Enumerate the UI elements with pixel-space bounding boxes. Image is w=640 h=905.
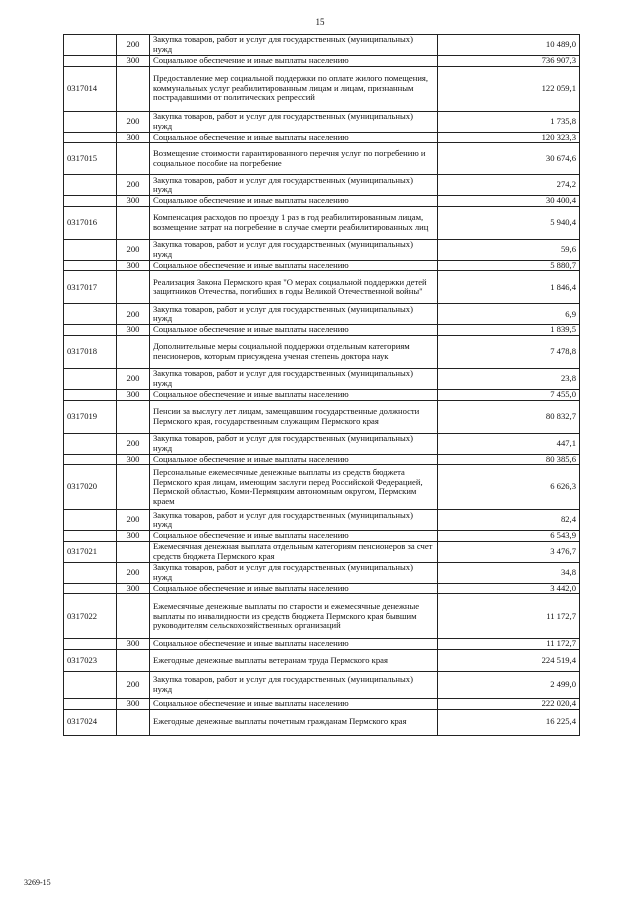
row-amount: 2 499,0 <box>438 671 580 698</box>
row-name: Закупка товаров, работ и услуг для государственных (муниципальных) нужд <box>150 35 438 56</box>
row-expense-type: 300 <box>117 698 150 709</box>
row-expense-type: 200 <box>117 35 150 56</box>
table-row <box>64 175 580 196</box>
row-amount: 59,6 <box>438 239 580 260</box>
row-code <box>64 132 117 143</box>
row-amount: 34,8 <box>438 562 580 583</box>
row-code <box>64 639 117 650</box>
page-number: 15 <box>315 17 325 27</box>
row-expense-type: 200 <box>117 562 150 583</box>
row-name: Закупка товаров, работ и услуг для государственных (муниципальных) нужд <box>150 175 438 196</box>
row-code <box>64 671 117 698</box>
row-code <box>64 35 117 56</box>
row-code: 0317020 <box>64 465 117 510</box>
row-name: Социальное обеспечение и иные выплаты населению <box>150 531 438 542</box>
row-amount: 30 674,6 <box>438 143 580 175</box>
table-row <box>64 271 580 304</box>
row-expense-type: 300 <box>117 454 150 465</box>
table-row <box>64 143 580 175</box>
row-code <box>64 454 117 465</box>
row-name: Закупка товаров, работ и услуг для государственных (муниципальных) нужд <box>150 510 438 531</box>
table-row <box>64 465 580 510</box>
table-row <box>64 400 580 433</box>
row-expense-type: 300 <box>117 531 150 542</box>
row-code <box>64 196 117 207</box>
table-row <box>64 239 580 260</box>
row-name: Социальное обеспечение и иные выплаты населению <box>150 454 438 465</box>
row-code <box>64 583 117 594</box>
table-row <box>64 132 580 143</box>
row-amount: 122 059,1 <box>438 66 580 111</box>
table-body <box>64 35 580 736</box>
row-code: 0317017 <box>64 271 117 304</box>
row-name: Закупка товаров, работ и услуг для государственных (муниципальных) нужд <box>150 433 438 454</box>
row-name: Персональные ежемесячные денежные выплаты из средств бюджета Пермского края лицам, имеющим заслуги перед Российской Федерацией, Пермской областью, Коми-Пермяцким автономным округом, Пермским краем <box>150 465 438 510</box>
row-code: 0317016 <box>64 206 117 239</box>
table-row <box>64 389 580 400</box>
row-name: Ежегодные денежные выплаты почетным гражданам Пермского края <box>150 709 438 735</box>
table-row <box>64 304 580 325</box>
row-name: Предоставление мер социальной поддержки по оплате жилого помещения, коммунальных услуг реабилитированным лицам и лицам, признанным пострадавшими от политических репрессий <box>150 66 438 111</box>
table-row <box>64 260 580 271</box>
row-name: Реализация Закона Пермского края "О мерах социальной поддержки детей защитников Отечества, погибших в годы Великой Отечественной войны" <box>150 271 438 304</box>
table-row <box>64 433 580 454</box>
row-amount: 82,4 <box>438 510 580 531</box>
row-amount: 7 478,8 <box>438 335 580 368</box>
row-name: Ежемесячные денежные выплаты по старости и ежемесячные денежные выплаты по инвалидности из средств бюджета Пермского края бывшим руководителям сельскохозяйственных организаций <box>150 594 438 639</box>
row-name: Социальное обеспечение и иные выплаты населению <box>150 583 438 594</box>
table-row <box>64 111 580 132</box>
row-amount: 3 442,0 <box>438 583 580 594</box>
row-code: 0317024 <box>64 709 117 735</box>
row-code <box>64 325 117 336</box>
row-expense-type <box>117 400 150 433</box>
row-amount: 11 172,7 <box>438 594 580 639</box>
table-row <box>64 709 580 735</box>
row-expense-type: 300 <box>117 639 150 650</box>
row-amount: 5 940,4 <box>438 206 580 239</box>
row-name: Социальное обеспечение и иные выплаты населению <box>150 639 438 650</box>
row-code <box>64 433 117 454</box>
table-row <box>64 56 580 67</box>
row-amount: 6 543,9 <box>438 531 580 542</box>
row-code <box>64 304 117 325</box>
row-code: 0317022 <box>64 594 117 639</box>
row-expense-type <box>117 66 150 111</box>
row-name: Возмещение стоимости гарантированного перечня услуг по погребению и социальное пособие на погребение <box>150 143 438 175</box>
row-code: 0317015 <box>64 143 117 175</box>
row-code <box>64 175 117 196</box>
row-expense-type <box>117 465 150 510</box>
table-row <box>64 698 580 709</box>
row-amount: 1 846,4 <box>438 271 580 304</box>
row-expense-type <box>117 709 150 735</box>
row-name: Дополнительные меры социальной поддержки отдельным категориям пенсионеров, которым присуждена ученая степень доктора наук <box>150 335 438 368</box>
table-row <box>64 35 580 56</box>
table-row <box>64 335 580 368</box>
row-code: 0317021 <box>64 541 117 562</box>
table-row <box>64 531 580 542</box>
row-amount: 222 020,4 <box>438 698 580 709</box>
table-row <box>64 325 580 336</box>
table-row <box>64 454 580 465</box>
row-expense-type: 300 <box>117 583 150 594</box>
row-name: Социальное обеспечение и иные выплаты населению <box>150 132 438 143</box>
row-amount: 1 735,8 <box>438 111 580 132</box>
row-name: Ежегодные денежные выплаты ветеранам труда Пермского края <box>150 649 438 671</box>
table-row <box>64 368 580 389</box>
row-name: Закупка товаров, работ и услуг для государственных (муниципальных) нужд <box>150 671 438 698</box>
row-amount: 224 519,4 <box>438 649 580 671</box>
row-name: Социальное обеспечение и иные выплаты населению <box>150 698 438 709</box>
table-row <box>64 583 580 594</box>
table-row <box>64 206 580 239</box>
row-amount: 1 839,5 <box>438 325 580 336</box>
row-expense-type: 300 <box>117 389 150 400</box>
row-expense-type: 300 <box>117 196 150 207</box>
document-id: 3269-15 <box>24 878 51 887</box>
row-expense-type: 300 <box>117 132 150 143</box>
row-name: Ежемесячная денежная выплата отдельным категориям пенсионеров за счет средств бюджета Пермского края <box>150 541 438 562</box>
row-amount: 80 832,7 <box>438 400 580 433</box>
row-code <box>64 239 117 260</box>
row-code <box>64 698 117 709</box>
row-expense-type: 200 <box>117 175 150 196</box>
row-code: 0317019 <box>64 400 117 433</box>
row-code <box>64 56 117 67</box>
row-expense-type <box>117 594 150 639</box>
row-expense-type: 200 <box>117 239 150 260</box>
row-name: Закупка товаров, работ и услуг для государственных (муниципальных) нужд <box>150 111 438 132</box>
table-row <box>64 562 580 583</box>
row-amount: 80 385,6 <box>438 454 580 465</box>
row-amount: 274,2 <box>438 175 580 196</box>
table-row <box>64 639 580 650</box>
table-row <box>64 196 580 207</box>
row-name: Закупка товаров, работ и услуг для государственных (муниципальных) нужд <box>150 304 438 325</box>
row-name: Закупка товаров, работ и услуг для государственных (муниципальных) нужд <box>150 562 438 583</box>
row-amount: 30 400,4 <box>438 196 580 207</box>
row-code <box>64 111 117 132</box>
row-name: Закупка товаров, работ и услуг для государственных (муниципальных) нужд <box>150 368 438 389</box>
row-expense-type: 200 <box>117 304 150 325</box>
row-code <box>64 510 117 531</box>
row-name: Социальное обеспечение и иные выплаты населению <box>150 196 438 207</box>
row-expense-type: 200 <box>117 111 150 132</box>
row-expense-type <box>117 271 150 304</box>
row-expense-type <box>117 335 150 368</box>
row-code: 0317014 <box>64 66 117 111</box>
row-amount: 6 626,3 <box>438 465 580 510</box>
row-name: Социальное обеспечение и иные выплаты населению <box>150 389 438 400</box>
table-row <box>64 671 580 698</box>
row-name: Пенсии за выслугу лет лицам, замещавшим государственные должности Пермского края, государственным служащим Пермского края <box>150 400 438 433</box>
row-amount: 23,8 <box>438 368 580 389</box>
table-row <box>64 66 580 111</box>
row-amount: 120 323,3 <box>438 132 580 143</box>
row-code: 0317023 <box>64 649 117 671</box>
row-name: Социальное обеспечение и иные выплаты населению <box>150 325 438 336</box>
row-amount: 736 907,3 <box>438 56 580 67</box>
row-expense-type: 200 <box>117 433 150 454</box>
row-name: Закупка товаров, работ и услуг для государственных (муниципальных) нужд <box>150 239 438 260</box>
table-row <box>64 594 580 639</box>
row-amount: 16 225,4 <box>438 709 580 735</box>
row-code <box>64 531 117 542</box>
row-amount: 6,9 <box>438 304 580 325</box>
table-row <box>64 541 580 562</box>
table-row <box>64 510 580 531</box>
row-amount: 3 476,7 <box>438 541 580 562</box>
row-expense-type: 200 <box>117 368 150 389</box>
row-expense-type <box>117 649 150 671</box>
row-expense-type: 200 <box>117 510 150 531</box>
row-expense-type: 300 <box>117 260 150 271</box>
table-row <box>64 649 580 671</box>
row-code <box>64 389 117 400</box>
row-expense-type <box>117 541 150 562</box>
row-expense-type: 300 <box>117 56 150 67</box>
row-expense-type <box>117 143 150 175</box>
row-code <box>64 562 117 583</box>
row-expense-type <box>117 206 150 239</box>
row-amount: 10 489,0 <box>438 35 580 56</box>
row-amount: 447,1 <box>438 433 580 454</box>
row-name: Социальное обеспечение и иные выплаты населению <box>150 56 438 67</box>
row-amount: 7 455,0 <box>438 389 580 400</box>
row-name: Социальное обеспечение и иные выплаты населению <box>150 260 438 271</box>
row-amount: 11 172,7 <box>438 639 580 650</box>
row-amount: 5 880,7 <box>438 260 580 271</box>
row-code <box>64 260 117 271</box>
budget-table <box>63 34 580 736</box>
row-code <box>64 368 117 389</box>
row-name: Компенсация расходов по проезду 1 раз в год реабилитированным лицам, возмещение затрат на погребение в случае смерти реабилитированных лиц <box>150 206 438 239</box>
row-code: 0317018 <box>64 335 117 368</box>
row-expense-type: 200 <box>117 671 150 698</box>
row-expense-type: 300 <box>117 325 150 336</box>
